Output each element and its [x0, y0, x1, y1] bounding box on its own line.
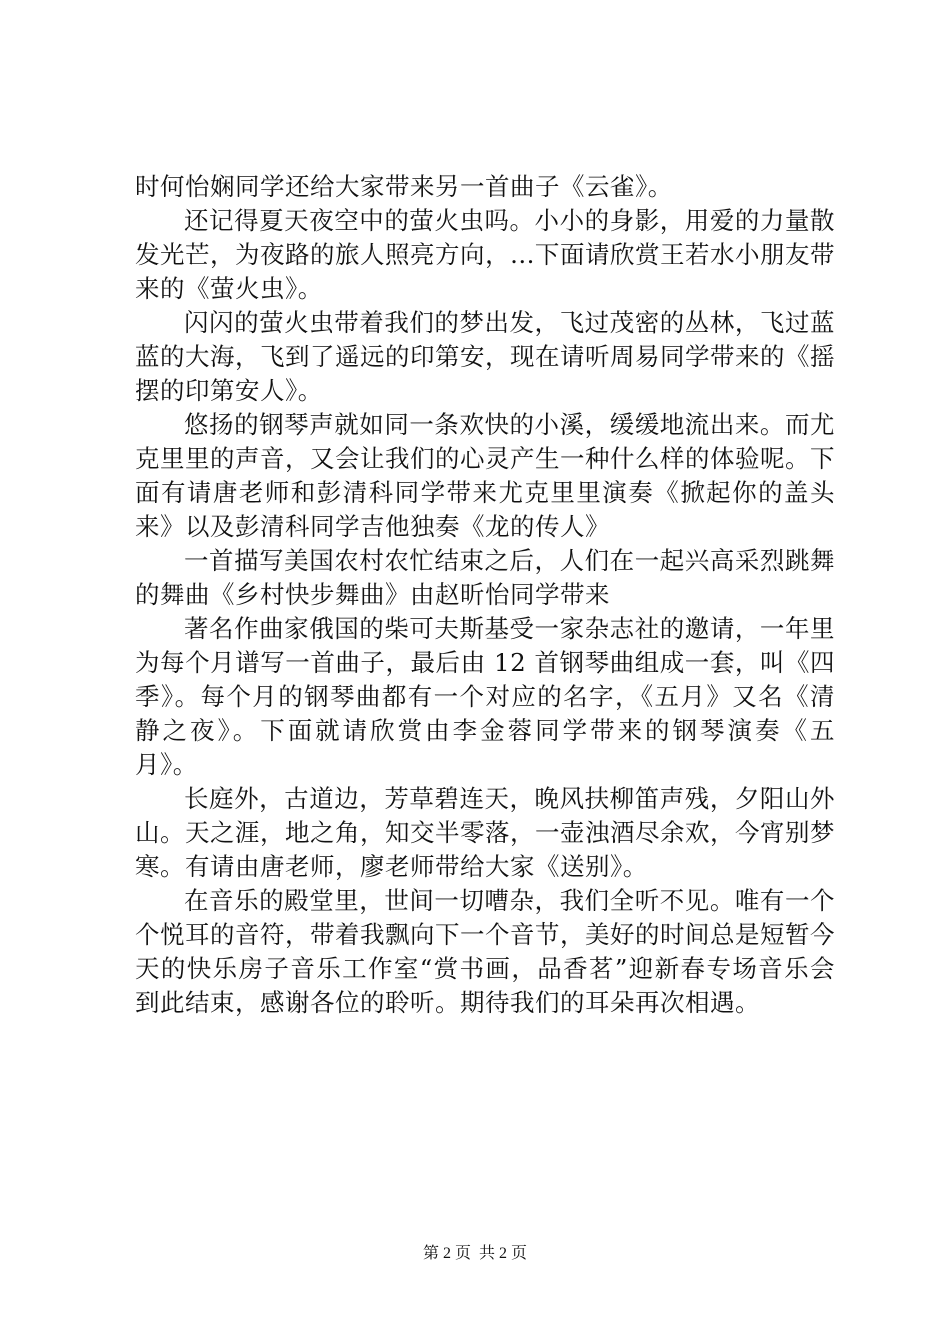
page-number-label: 第 2 页 共 2 页: [422, 1245, 527, 1262]
paragraph: 著名作曲家俄国的柴可夫斯基受一家杂志社的邀请，一年里为每个月谱写一首曲子，最后由 12 首钢琴曲组成一套，叫《四季》。每个月的钢琴曲都有一个对应的名字，《五月》又名《清静之夜》。下面就请欣赏由李金蓉同学带来的钢琴演奏《五月》。: [135, 614, 835, 779]
paragraph: 闪闪的萤火虫带着我们的梦出发，飞过茂密的丛林，飞过蓝蓝的大海，飞到了遥远的印第安，现在请听周易同学带来的《摇摆的印第安人》。: [135, 308, 835, 405]
page-footer: [0, 1244, 950, 1264]
paragraph: 还记得夏天夜空中的萤火虫吗。小小的身影，用爱的力量散发光芒，为夜路的旅人照亮方向，...下面请欣赏王若水小朋友带来的《萤火虫》。: [135, 206, 835, 303]
paragraph: 悠扬的钢琴声就如同一条欢快的小溪，缓缓地流出来。而尤克里里的声音，又会让我们的心灵产生一种什么样的体验呢。下面有请唐老师和彭清科同学带来尤克里里演奏《掀起你的盖头来》以及彭清科同学吉他独奏《龙的传人》: [135, 410, 835, 541]
document-body: [135, 170, 835, 1020]
paragraph: 一首描写美国农村农忙结束之后，人们在一起兴高采烈跳舞的舞曲《乡村快步舞曲》由赵昕怡同学带来: [135, 546, 835, 609]
paragraph: 长庭外，古道边，芳草碧连天，晚风扶柳笛声残，夕阳山外山。天之涯，地之角，知交半零落，一壶浊酒尽余欢，今宵别梦寒。有请由唐老师，廖老师带给大家《送别》。: [135, 784, 835, 881]
paragraph: 时何怡娴同学还给大家带来另一首曲子《云雀》。: [135, 172, 673, 201]
paragraph: 在音乐的殿堂里，世间一切嘈杂，我们全听不见。唯有一个个悦耳的音符，带着我飘向下一个音节，美好的时间总是短暂今天的快乐房子音乐工作室“赏书画，品香茗”迎新春专场音乐会到此结束，感谢各位的聆听。期待我们的耳朵再次相遇。: [135, 886, 835, 1017]
